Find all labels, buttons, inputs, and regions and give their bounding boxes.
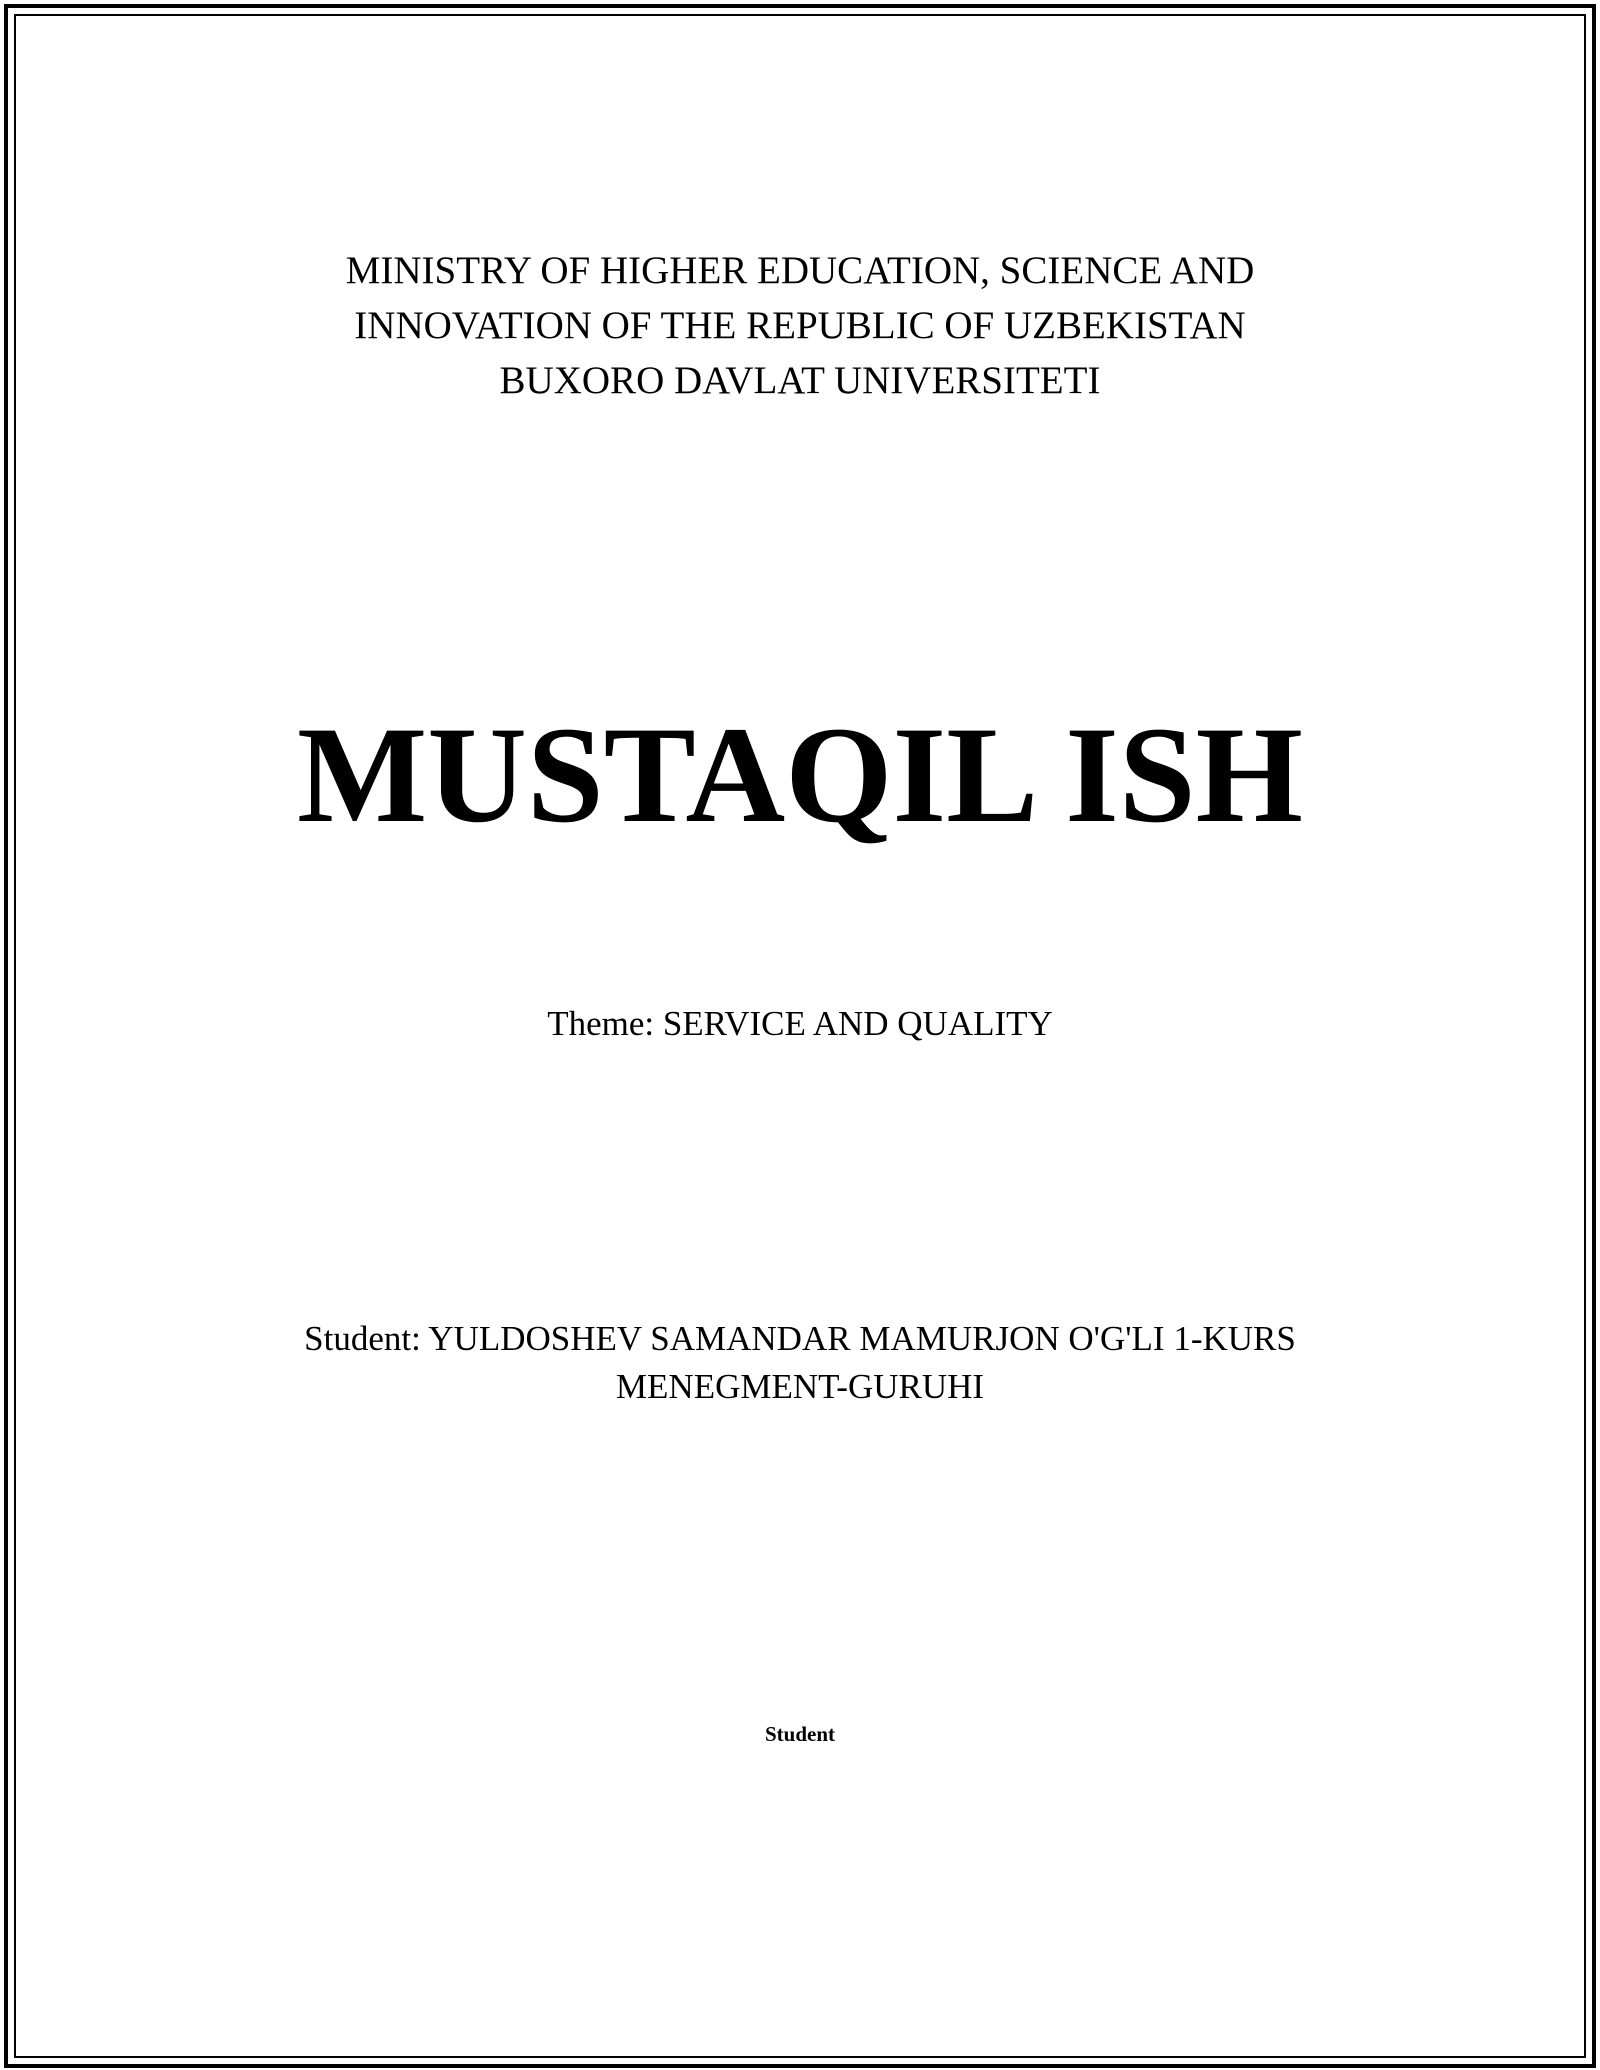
student-info — [0, 1315, 1600, 1411]
document-title: MUSTAQIL ISH — [297, 698, 1303, 851]
header-line-3: BUXORO DAVLAT UNIVERSITETI — [499, 359, 1101, 402]
student-line-1: Student: YULDOSHEV SAMANDAR MAMURJON O'G'LI 1-KURS — [304, 1319, 1296, 1358]
student-line-2: MENEGMENT-GURUHI — [615, 1367, 985, 1406]
theme-line: Theme: SERVICE AND QUALITY — [547, 1004, 1053, 1043]
header-line-1: MINISTRY OF HIGHER EDUCATION, SCIENCE AND — [345, 249, 1255, 292]
header-line-2: INNOVATION OF THE REPUBLIC OF UZBEKISTAN — [354, 304, 1246, 347]
institution-header — [0, 243, 1600, 408]
footer-student-label: Student — [764, 1722, 836, 1746]
